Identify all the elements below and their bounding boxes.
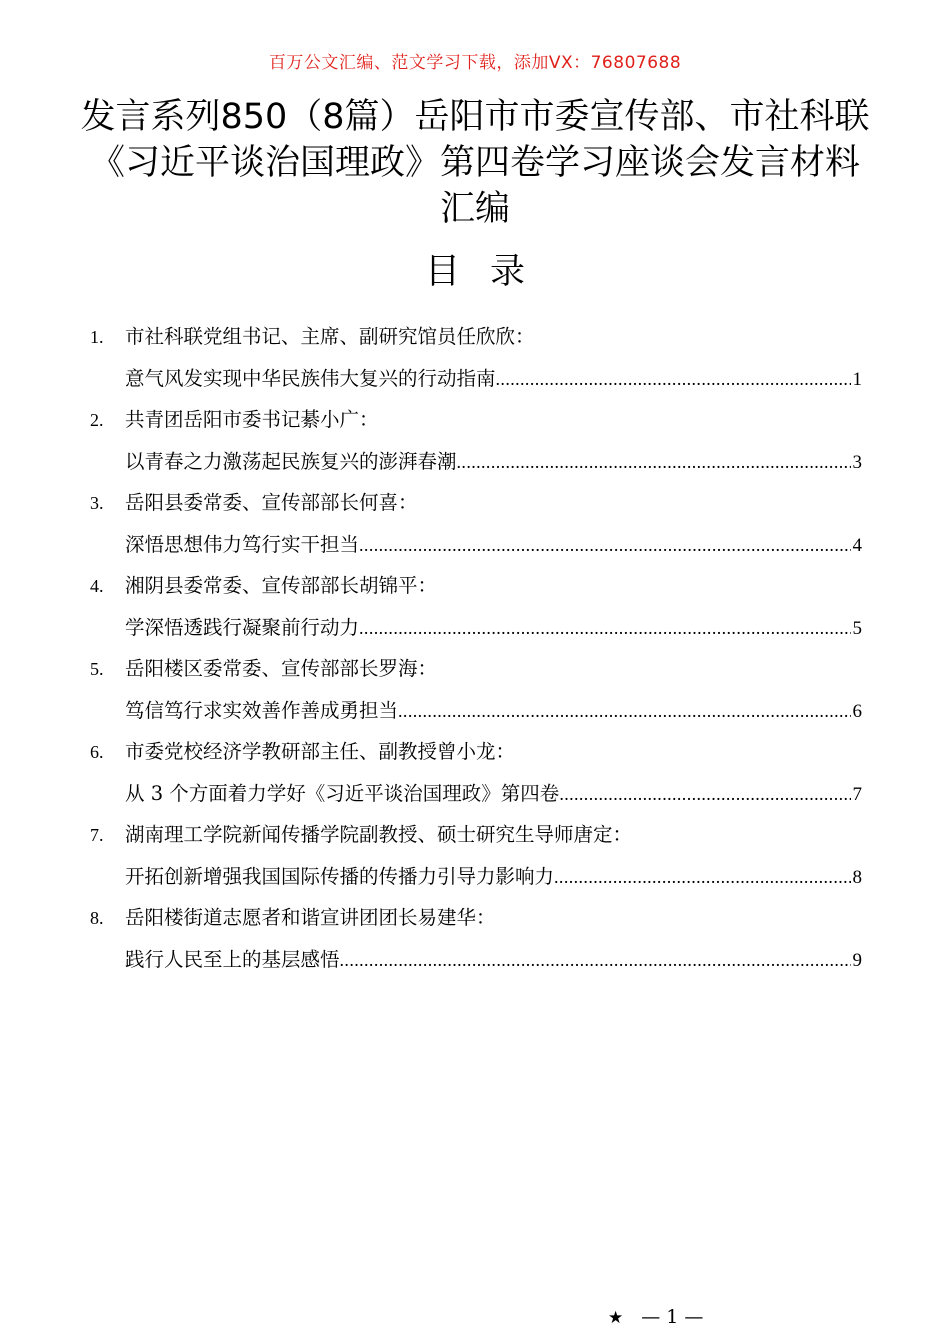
toc-leader-dots: [457, 442, 851, 483]
toc-link[interactable]: [90, 856, 862, 897]
toc-page-number: 3: [852, 452, 862, 473]
toc-speaker: 市委党校经济学教研部主任、副教授曾小龙：: [125, 740, 516, 763]
promo-banner: 百万公文汇编、范文学习下载，添加VX：76807688: [268, 53, 682, 73]
toc-link[interactable]: [90, 441, 862, 482]
toc-link[interactable]: [90, 773, 862, 814]
toc-entry-4: [90, 565, 862, 648]
toc-speaker: 市社科联党组书记、主席、副研究馆员任欣欣：: [125, 325, 535, 348]
toc-link[interactable]: [90, 607, 862, 648]
toc-title: 从 3 个方面着力学好《习近平谈治国理政》第四卷: [125, 782, 560, 805]
toc-leader-dots: [496, 359, 851, 400]
toc-number: 7.: [90, 825, 104, 845]
toc-number: 1.: [90, 327, 104, 347]
toc-title: 学深悟透践行凝聚前行动力: [125, 616, 360, 639]
toc-page-number: 6: [852, 701, 862, 722]
toc-page-number: 4: [852, 535, 862, 556]
toc-heading: 目录: [424, 252, 555, 292]
toc-entry-5: [90, 648, 862, 731]
toc-leader-dots: [359, 525, 850, 566]
toc-title: 践行人民至上的基层感悟: [125, 948, 340, 971]
toc-speaker: 湖南理工学院新闻传播学院副教授、硕士研究生导师唐定：: [125, 823, 633, 846]
toc-page-number: 8: [852, 867, 862, 888]
toc-number: 8.: [90, 908, 104, 928]
toc-page-number: 5: [852, 618, 862, 639]
toc-leader-dots: [554, 857, 850, 898]
page-footer: [608, 1306, 703, 1328]
toc-leader-dots: [559, 774, 850, 815]
toc-number: 2.: [90, 410, 104, 430]
toc-title: 意气风发实现中华民族伟大复兴的行动指南: [125, 367, 496, 390]
toc-entry-2: [90, 399, 862, 482]
toc-speaker: 岳阳县委常委、宣传部部长何喜：: [125, 491, 418, 514]
toc-page-number: 9: [852, 950, 862, 971]
toc-link[interactable]: [90, 524, 862, 565]
toc-page-number: 1: [852, 369, 862, 390]
document-title: 发言系列850（8篇）岳阳市市委宣传部、市社科联《习近平谈治国理政》第四卷学习座谈会发言材料汇编: [80, 97, 870, 229]
toc-entry-7: [90, 814, 862, 897]
toc-link[interactable]: [90, 939, 862, 980]
toc-speaker: 岳阳楼区委常委、宣传部部长罗海：: [125, 657, 438, 680]
star-icon: ★: [608, 1308, 624, 1328]
toc-title: 以青春之力激荡起民族复兴的澎湃春潮: [125, 450, 457, 473]
toc-number: 3.: [90, 493, 104, 513]
table-of-contents: [90, 316, 862, 980]
toc-leader-dots: [359, 608, 850, 649]
toc-speaker: 共青团岳阳市委书记綦小广：: [125, 408, 379, 431]
page-number: — 1 —: [641, 1306, 704, 1328]
toc-entry-3: [90, 482, 862, 565]
toc-speaker: 岳阳楼街道志愿者和谐宣讲团团长易建华：: [125, 906, 496, 929]
toc-number: 4.: [90, 576, 104, 596]
toc-title: 笃信笃行求实效善作善成勇担当: [125, 699, 399, 722]
toc-entry-8: [90, 897, 862, 980]
toc-speaker: 湘阴县委常委、宣传部部长胡锦平：: [125, 574, 438, 597]
toc-title: 深悟思想伟力笃行实干担当: [125, 533, 360, 556]
toc-number: 5.: [90, 659, 104, 679]
toc-number: 6.: [90, 742, 104, 762]
toc-entry-1: [90, 316, 862, 399]
toc-entry-6: [90, 731, 862, 814]
toc-page-number: 7: [852, 784, 862, 805]
toc-link[interactable]: [90, 690, 862, 731]
toc-leader-dots: [340, 940, 851, 981]
toc-leader-dots: [398, 691, 850, 732]
toc-link[interactable]: [90, 358, 862, 399]
toc-title: 开拓创新增强我国国际传播的传播力引导力影响力: [125, 865, 555, 888]
